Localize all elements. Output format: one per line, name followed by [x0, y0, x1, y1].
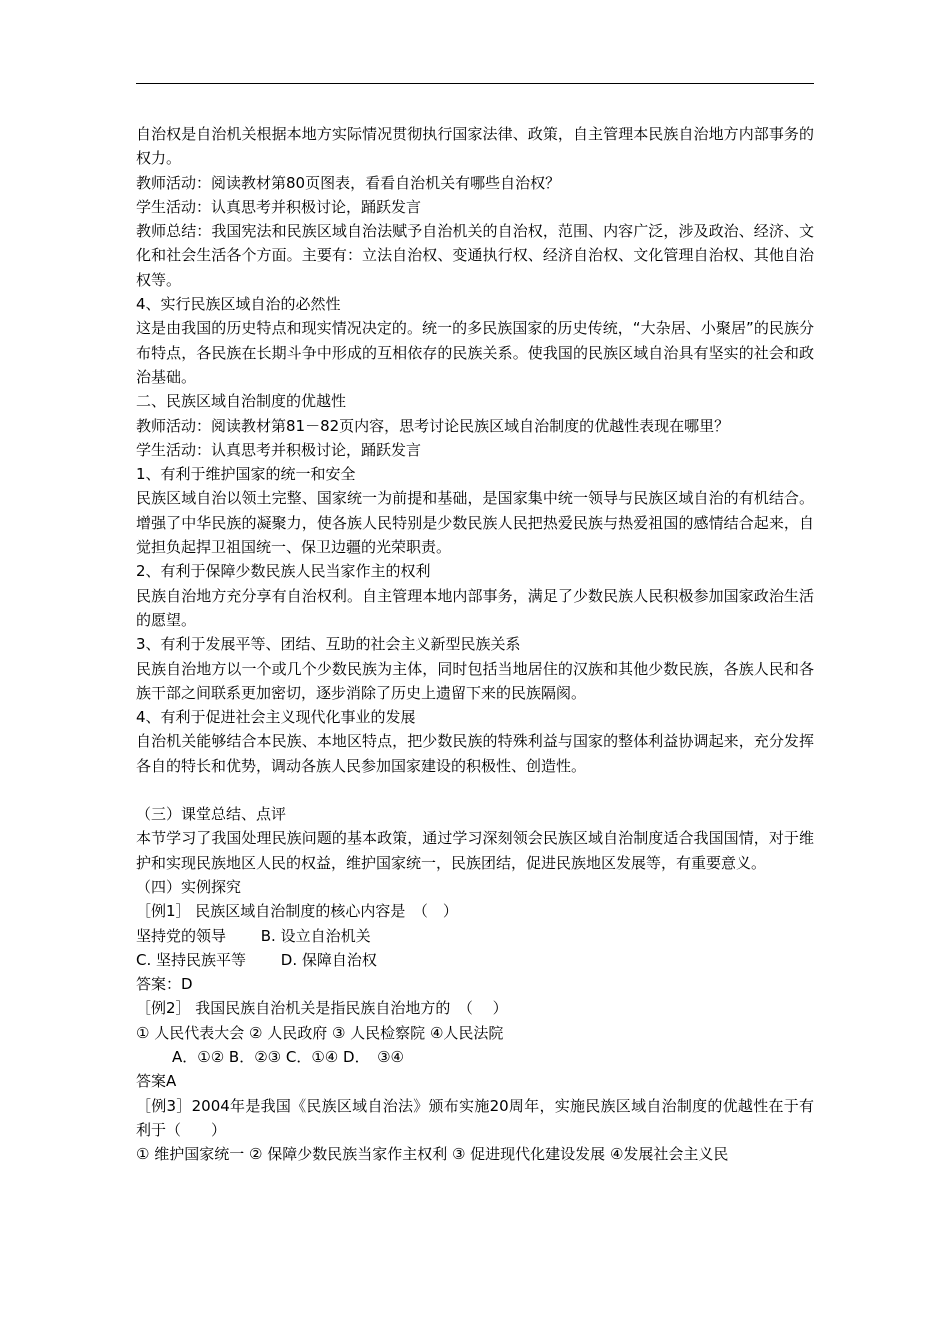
paragraph-point-2: 民族自治地方充分享有自治权利。自主管理本地内部事务，满足了少数民族人民积极参加国家政治生活的愿望。: [136, 586, 814, 629]
example-1-options-ab: 坚持党的领导 B. 设立自治机关: [136, 926, 371, 945]
paragraph-point-3: 民族自治地方以一个或几个少数民族为主体，同时包括当地居住的汉族和其他少数民族，各族人民和各族干部之间联系更加密切，逐步消除了历史上遗留下来的民族隔阂。: [136, 659, 814, 702]
heading-examples: （四）实例探究: [136, 877, 242, 896]
paragraph-autonomy-definition: 自治权是自治机关根据本地方实际情况贯彻执行国家法律、政策，自主管理本民族自治地方内部事务的权力。: [136, 125, 814, 168]
header-rule: [136, 83, 814, 84]
example-2-items: ① 人民代表大会 ② 人民政府 ③ 人民检察院 ④人民法院: [136, 1023, 504, 1042]
example-1-options-cd: C. 坚持民族平等 D. 保障自治权: [136, 950, 377, 969]
heading-point-2: 2、有利于保障少数民族人民当家作主的权利: [136, 562, 431, 581]
heading-point-3: 3、有利于发展平等、团结、互助的社会主义新型民族关系: [136, 635, 521, 654]
example-2-options: A．①② B．②③ C．①④ D． ③④: [172, 1047, 404, 1066]
paragraph-point-1: 民族区域自治以领土完整、国家统一为前提和基础，是国家集中统一领导与民族区域自治的有机结合。增强了中华民族的凝聚力，使各族人民特别是少数民族人民把热爱民族与热爱祖国的感情结合起来，自觉担负起捍卫祖国统一、保卫边疆的光荣职责。: [136, 489, 814, 557]
heading-necessity: 4、实行民族区域自治的必然性: [136, 295, 341, 314]
heading-point-1: 1、有利于维护国家的统一和安全: [136, 465, 356, 484]
example-1-question: ［例1］ 民族区域自治制度的核心内容是 （ ）: [136, 902, 458, 921]
paragraph-necessity: 这是由我国的历史特点和现实情况决定的。统一的多民族国家的历史传统，“大杂居、小聚居”的民族分布特点，各民族在长期斗争中形成的互相依存的民族关系。使我国的民族区域自治具有坚实的社会和政治基础。: [136, 319, 814, 386]
paragraph-student-activity-2: 学生活动：认真思考并积极讨论，踊跃发言: [136, 440, 422, 459]
example-2-answer: 答案A: [136, 1072, 177, 1091]
paragraph-point-4: 自治机关能够结合本民族、本地区特点，把少数民族的特殊利益与国家的整体利益协调起来，充分发挥各自的特长和优势，调动各族人民参加国家建设的积极性、创造性。: [136, 732, 814, 775]
blank-line: [136, 778, 814, 802]
example-2-question: ［例2］ 我国民族自治机关是指民族自治地方的 （ ）: [136, 999, 508, 1018]
example-1-answer: 答案：D: [136, 975, 193, 994]
example-3-items: ① 维护国家统一 ② 保障少数民族当家作主权利 ③ 促进现代化建设发展 ④发展社会主义民: [136, 1145, 729, 1164]
heading-superiority: 二、民族区域自治制度的优越性: [136, 392, 347, 411]
heading-point-4: 4、有利于促进社会主义现代化事业的发展: [136, 708, 416, 727]
paragraph-teacher-summary: 教师总结：我国宪法和民族区域自治法赋予自治机关的自治权，范围、内容广泛，涉及政治、经济、文化和社会生活各个方面。主要有：立法自治权、变通执行权、经济自治权、文化管理自治权、其他自治权等。: [136, 222, 814, 289]
example-3-question: ［例3］2004年是我国《民族区域自治法》颁布实施20周年，实施民族区域自治制度的优越性在于有利于（ ）: [136, 1096, 814, 1139]
paragraph-class-summary: 本节学习了我国处理民族问题的基本政策，通过学习深刻领会民族区域自治制度适合我国国情，对于维护和实现民族地区人民的权益，维护国家统一，民族团结，促进民族地区发展等，有重要意义。: [136, 829, 814, 872]
document-body: [136, 122, 814, 1166]
heading-class-summary: （三）课堂总结、点评: [136, 805, 287, 824]
paragraph-student-activity-1: 学生活动：认真思考并积极讨论，踊跃发言: [136, 197, 422, 216]
paragraph-teacher-activity-1: 教师活动：阅读教材第80页图表，看看自治机关有哪些自治权？: [136, 173, 561, 192]
paragraph-teacher-activity-2: 教师活动：阅读教材第81－82页内容，思考讨论民族区域自治制度的优越性表现在哪里？: [136, 416, 730, 435]
